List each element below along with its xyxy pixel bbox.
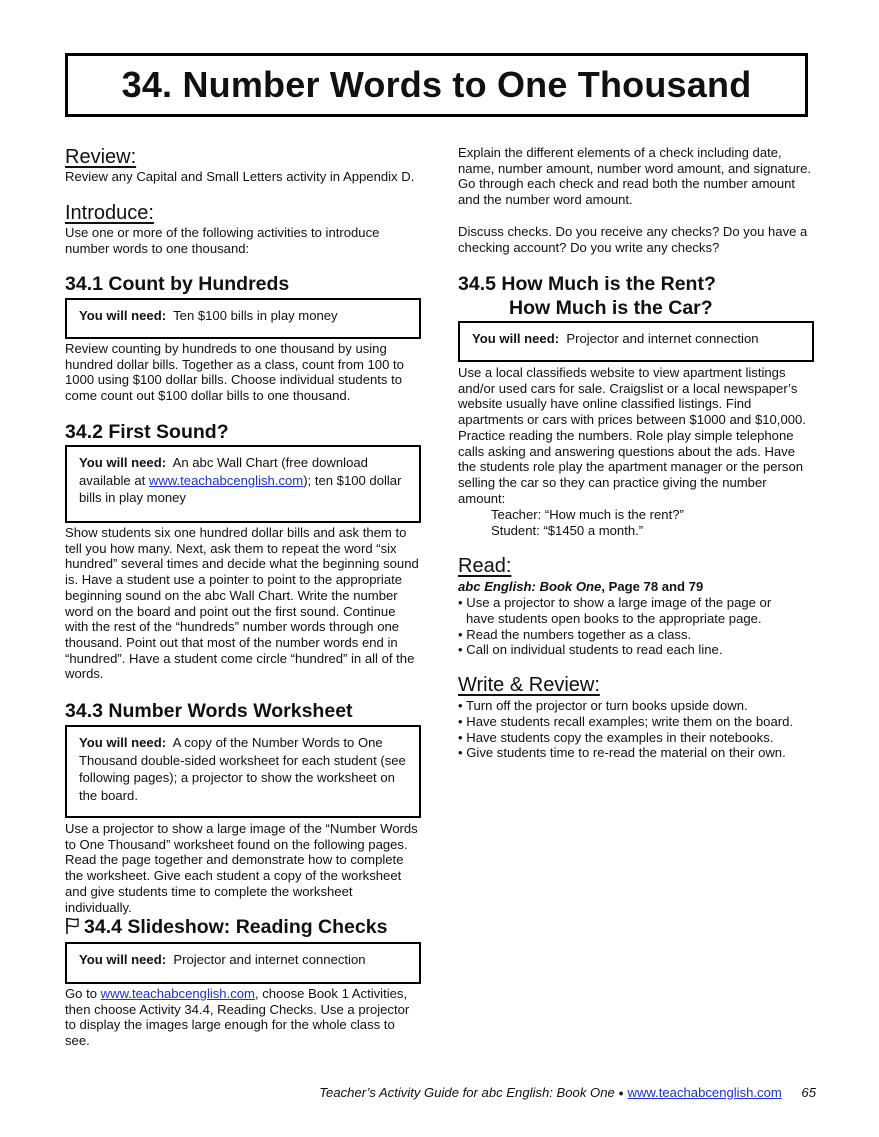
dialog-teacher: Teacher: “How much is the rent?” (491, 507, 684, 522)
footer-text: Teacher’s Activity Guide for abc English: Book One (319, 1085, 615, 1100)
page-number: 65 (801, 1085, 816, 1100)
section-34-3-heading: 34.3 Number Words Worksheet (65, 700, 353, 722)
teachabc-link[interactable]: www.teachabcenglish.com (100, 986, 255, 1001)
need-box-34-5 (458, 321, 814, 362)
body-text-b: , choose Book 1 Activities, then choose Activity 34.4, Reading Checks. Use a projector to display the images large enough for the whole class to see. (65, 986, 410, 1049)
review-heading: Review: (65, 146, 137, 168)
checks-paragraph-2: Discuss checks. Do you receive any checks? Do you have a checking account? Do you write any checks? (458, 224, 808, 255)
need-label: You will need: (79, 952, 167, 967)
read-heading: Read: (458, 555, 512, 577)
section-34-5-heading-line-2: How Much is the Car? (509, 297, 713, 319)
need-box-34-4 (65, 942, 421, 984)
body-text-a: Go to (65, 986, 101, 1001)
list-item: • Use a projector to show a large image of the page or have students open books to the appropriate page. (458, 595, 798, 627)
section-34-5-body: Use a local classifieds website to view apartment listings and/or used cars for sale. Craigslist or a local newspaper’s website usually have online classified listings. Find apartments or cars with prices between $1000 and $10,000. Practice reading the numbers. Role play simple telephone calls asking and answering questions about the ads. Have the students role play the apartment manager or the person selling the car so they can practice giving the number amount: (458, 365, 806, 506)
need-text: Projector and internet connection (173, 952, 366, 967)
need-text: A copy of the Number Words to One Thousand double-sided worksheet for each student (see following pages); a projector to show the worksheet on the board. (79, 735, 406, 803)
need-text-a: An abc Wall Chart (free download available at (79, 455, 368, 488)
list-item: • Give students time to re-read the material on their own. (458, 745, 814, 761)
list-item: • Read the numbers together as a class. (458, 627, 798, 643)
list-item: • Have students recall examples; write them on the board. (458, 714, 814, 730)
introduce-heading: Introduce: (65, 202, 154, 224)
page-title: 34. Number Words to One Thousand (121, 64, 752, 105)
review-text: Review any Capital and Small Letters activity in Appendix D. (65, 169, 415, 184)
need-label: You will need: (472, 331, 560, 346)
book-title: abc English: Book One (458, 579, 602, 594)
section-34-4-body (65, 986, 421, 1049)
need-label: You will need: (79, 735, 167, 750)
need-text: Ten $100 bills in play money (173, 308, 338, 323)
list-item: • Turn off the projector or turn books upside down. (458, 698, 814, 714)
read-book-line (458, 579, 703, 595)
section-34-5-heading: 34.5 How Much is the Rent? (458, 273, 716, 295)
section-34-1-body: Review counting by hundreds to one thousand by using hundred dollar bills. Together as a class, count from 100 to 1000 using $100 dollar bills. Choose individual students to come count out $100 dollar bills to one thousand. (65, 341, 404, 404)
write-review-heading: Write & Review: (458, 674, 600, 696)
book-pages: , Page 78 and 79 (601, 579, 704, 594)
section-34-2-heading: 34.2 First Sound? (65, 421, 229, 443)
write-review-list (458, 698, 814, 761)
section-34-4-heading (65, 915, 387, 939)
introduce-text: Use one or more of the following activities to introduce number words to one thousand: (65, 225, 380, 256)
section-34-4-title: 34.4 Slideshow: Reading Checks (84, 916, 388, 938)
need-label: You will need: (79, 308, 167, 323)
dialog-student: Student: “$1450 a month.” (491, 523, 644, 538)
page-footer (319, 1085, 816, 1100)
title-box (65, 53, 808, 117)
need-box-34-2 (65, 445, 421, 523)
list-item: • Have students copy the examples in their notebooks. (458, 730, 814, 746)
checks-paragraph-1: Explain the different elements of a check including date, name, number amount, number word amount, and signature. Go through each check and read both the number amount and the number word amount. (458, 145, 812, 208)
read-list (458, 595, 798, 658)
teachabc-link[interactable]: www.teachabcenglish.com (148, 472, 304, 488)
footer-link[interactable]: www.teachabcenglish.com (627, 1085, 782, 1100)
section-34-1-heading: 34.1 Count by Hundreds (65, 273, 290, 295)
list-item: • Call on individual students to read each line. (458, 642, 798, 658)
need-box-34-3 (65, 725, 421, 818)
section-34-2-body: Show students six one hundred dollar bills and ask them to tell you how many. Next, ask them to repeat the word “six hundred” several times and decide what the beginning sound is. Have a student use a pointer to point to the appropriate beginning sound on the abc Wall Chart. Write the number word on the board and point out the first sound. Continue with the rest of the “hundreds” number words through one thousand. Point out that most of the number words end in “hundred”. Have a student come circle “hundred” in all of the words. (65, 525, 419, 682)
need-label: You will need: (79, 455, 167, 470)
need-text: Projector and internet connection (566, 331, 759, 346)
need-box-34-1 (65, 298, 421, 339)
bullet-dot-icon: ● (618, 1088, 624, 1098)
flag-icon (65, 917, 80, 935)
section-34-3-body: Use a projector to show a large image of the “Number Words to One Thousand” worksheet found on the following pages. Read the page together and demonstrate how to complete the worksheet. Give each student a copy of the worksheet and give students time to complete the worksheet individually. (65, 821, 418, 915)
need-text-b: ); ten $100 dollar bills in play money (79, 472, 402, 505)
